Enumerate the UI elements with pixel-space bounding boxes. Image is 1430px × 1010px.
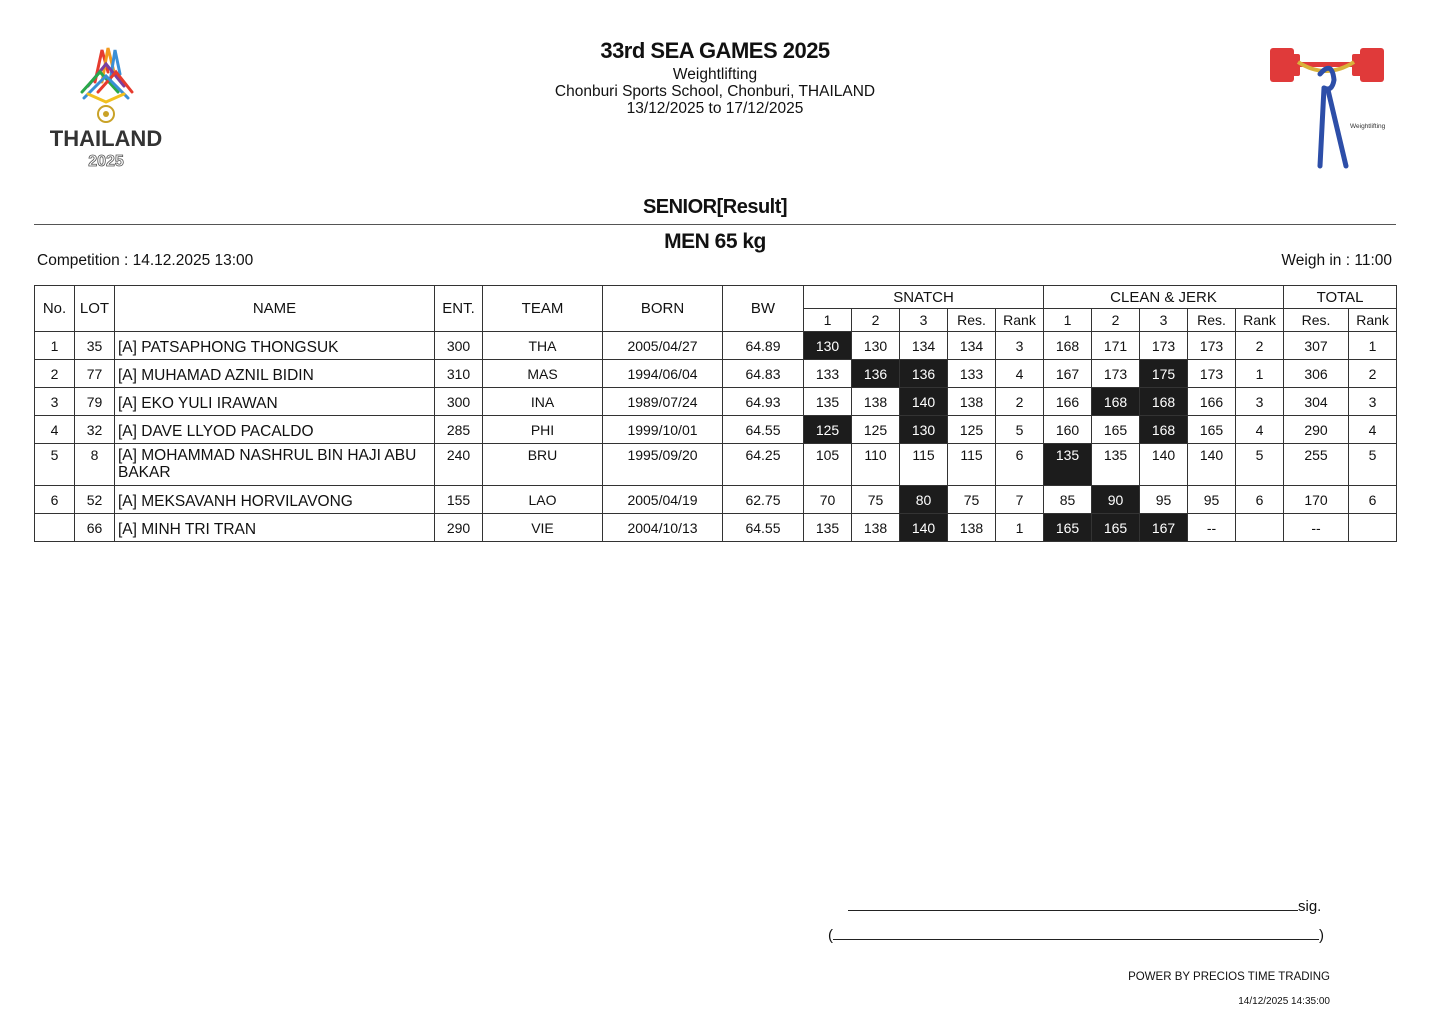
cell-snatch-1: 105 xyxy=(804,444,852,486)
header-cj-1: 1 xyxy=(1044,309,1092,332)
cell-no: 3 xyxy=(35,388,75,416)
cell-cj-res: 173 xyxy=(1188,332,1236,360)
table-row xyxy=(35,486,1397,514)
cell-name: [A] MUHAMAD AZNIL BIDIN xyxy=(115,360,435,388)
cell-snatch-rank: 6 xyxy=(996,444,1044,486)
cell-total-res: -- xyxy=(1284,514,1349,542)
cell-cj-rank: 5 xyxy=(1236,444,1284,486)
cell-total-res: 170 xyxy=(1284,486,1349,514)
cell-no: 2 xyxy=(35,360,75,388)
cell-snatch-rank: 4 xyxy=(996,360,1044,388)
cell-born: 1989/07/24 xyxy=(603,388,723,416)
cell-cj-rank: 2 xyxy=(1236,332,1284,360)
cell-snatch-2: 130 xyxy=(852,332,900,360)
cell-cj-res: 95 xyxy=(1188,486,1236,514)
cell-ent: 155 xyxy=(435,486,483,514)
header-name: NAME xyxy=(115,286,435,332)
header-total-res: Res. xyxy=(1284,309,1349,332)
cell-born: 2004/10/13 xyxy=(603,514,723,542)
cell-cj-rank: 3 xyxy=(1236,388,1284,416)
cell-no: 4 xyxy=(35,416,75,444)
cell-snatch-1: 135 xyxy=(804,388,852,416)
header-lot: LOT xyxy=(75,286,115,332)
cell-name: [A] MOHAMMAD NASHRUL BIN HAJI ABU BAKAR xyxy=(115,444,435,486)
header-bw: BW xyxy=(723,286,804,332)
header-ent: ENT. xyxy=(435,286,483,332)
cell-born: 1994/06/04 xyxy=(603,360,723,388)
cell-bw: 64.55 xyxy=(723,416,804,444)
signature-underline xyxy=(848,896,1298,911)
cell-snatch-res: 125 xyxy=(948,416,996,444)
cell-lot: 66 xyxy=(75,514,115,542)
cell-cj-1: 166 xyxy=(1044,388,1092,416)
cell-lot: 8 xyxy=(75,444,115,486)
sig-label: sig. xyxy=(1298,898,1322,915)
cell-ent: 285 xyxy=(435,416,483,444)
cell-team: MAS xyxy=(483,360,603,388)
category-title: SENIOR[Result] xyxy=(642,196,788,218)
header-team: TEAM xyxy=(483,286,603,332)
cell-name: [A] MEKSAVANH HORVILAVONG xyxy=(115,486,435,514)
sport-name: Weightlifting xyxy=(672,66,758,83)
cell-snatch-1: 125 xyxy=(804,416,852,444)
cell-snatch-res: 134 xyxy=(948,332,996,360)
signatory-name-line xyxy=(828,925,1324,944)
cell-cj-1: 167 xyxy=(1044,360,1092,388)
cell-ent: 240 xyxy=(435,444,483,486)
cell-snatch-1: 70 xyxy=(804,486,852,514)
cell-lot: 77 xyxy=(75,360,115,388)
cell-snatch-3: 80 xyxy=(900,486,948,514)
cell-cj-res: 173 xyxy=(1188,360,1236,388)
barbell-icon xyxy=(1262,40,1392,170)
powered-by: POWER BY PRECIOS TIME TRADING xyxy=(1128,971,1330,983)
name-underline xyxy=(833,925,1319,940)
cell-cj-3: 168 xyxy=(1140,388,1188,416)
cell-snatch-2: 138 xyxy=(852,514,900,542)
weightlifting-logo xyxy=(1262,40,1392,170)
cell-snatch-res: 133 xyxy=(948,360,996,388)
cell-snatch-3: 140 xyxy=(900,514,948,542)
header-clean-jerk: CLEAN & JERK xyxy=(1044,286,1284,309)
header-snatch-2: 2 xyxy=(852,309,900,332)
cell-snatch-2: 125 xyxy=(852,416,900,444)
print-timestamp: 14/12/2025 14:35:00 xyxy=(1238,996,1330,1007)
cell-cj-3: 167 xyxy=(1140,514,1188,542)
cell-snatch-rank: 5 xyxy=(996,416,1044,444)
cell-cj-1: 85 xyxy=(1044,486,1092,514)
cell-cj-2: 135 xyxy=(1092,444,1140,486)
cell-cj-3: 175 xyxy=(1140,360,1188,388)
cell-snatch-2: 110 xyxy=(852,444,900,486)
cell-lot: 32 xyxy=(75,416,115,444)
logo-year-text: 2025 xyxy=(88,153,124,170)
cell-total-rank xyxy=(1349,514,1397,542)
cell-cj-res: 165 xyxy=(1188,416,1236,444)
logo-thailand-text: THAILAND xyxy=(49,126,163,151)
cell-cj-3: 140 xyxy=(1140,444,1188,486)
cell-no: 6 xyxy=(35,486,75,514)
cell-total-res: 307 xyxy=(1284,332,1349,360)
cell-ent: 300 xyxy=(435,388,483,416)
cell-total-res: 290 xyxy=(1284,416,1349,444)
cell-lot: 35 xyxy=(75,332,115,360)
cell-bw: 64.83 xyxy=(723,360,804,388)
header-snatch-rank: Rank xyxy=(996,309,1044,332)
results-table xyxy=(34,285,1397,542)
table-body xyxy=(35,332,1397,542)
cell-cj-1: 168 xyxy=(1044,332,1092,360)
cell-total-res: 255 xyxy=(1284,444,1349,486)
header-snatch-1: 1 xyxy=(804,309,852,332)
header-cj-res: Res. xyxy=(1188,309,1236,332)
cell-name: [A] DAVE LLYOD PACALDO xyxy=(115,416,435,444)
divider xyxy=(34,224,1396,225)
table-row xyxy=(35,388,1397,416)
cell-bw: 64.89 xyxy=(723,332,804,360)
cell-snatch-3: 115 xyxy=(900,444,948,486)
cell-no: 1 xyxy=(35,332,75,360)
cell-snatch-2: 136 xyxy=(852,360,900,388)
header-born: BORN xyxy=(603,286,723,332)
cell-name: [A] PATSAPHONG THONGSUK xyxy=(115,332,435,360)
header-snatch-res: Res. xyxy=(948,309,996,332)
header-no: No. xyxy=(35,286,75,332)
cell-snatch-3: 136 xyxy=(900,360,948,388)
cell-snatch-1: 130 xyxy=(804,332,852,360)
cell-snatch-rank: 3 xyxy=(996,332,1044,360)
event-dates: 13/12/2025 to 17/12/2025 xyxy=(626,100,804,117)
cell-born: 2005/04/19 xyxy=(603,486,723,514)
header-snatch: SNATCH xyxy=(804,286,1044,309)
cell-snatch-res: 75 xyxy=(948,486,996,514)
cell-team: THA xyxy=(483,332,603,360)
table-row xyxy=(35,360,1397,388)
cell-snatch-1: 133 xyxy=(804,360,852,388)
cell-cj-1: 165 xyxy=(1044,514,1092,542)
cell-no: 5 xyxy=(35,444,75,486)
cell-team: VIE xyxy=(483,514,603,542)
cell-cj-2: 90 xyxy=(1092,486,1140,514)
cell-snatch-3: 140 xyxy=(900,388,948,416)
cell-cj-3: 173 xyxy=(1140,332,1188,360)
cell-cj-2: 165 xyxy=(1092,416,1140,444)
header-total-rank: Rank xyxy=(1349,309,1397,332)
cell-snatch-3: 134 xyxy=(900,332,948,360)
cell-cj-3: 168 xyxy=(1140,416,1188,444)
cell-total-rank: 3 xyxy=(1349,388,1397,416)
weight-class-title: MEN 65 kg xyxy=(664,230,766,253)
cell-lot: 52 xyxy=(75,486,115,514)
cell-total-rank: 6 xyxy=(1349,486,1397,514)
logo-weightlifting-text: Weightlifting xyxy=(1350,123,1386,130)
cell-snatch-2: 75 xyxy=(852,486,900,514)
table-row xyxy=(35,514,1397,542)
cell-snatch-3: 130 xyxy=(900,416,948,444)
cell-cj-2: 171 xyxy=(1092,332,1140,360)
cell-cj-2: 165 xyxy=(1092,514,1140,542)
event-title: 33rd SEA GAMES 2025 xyxy=(600,38,830,63)
cell-team: BRU xyxy=(483,444,603,486)
cell-cj-rank xyxy=(1236,514,1284,542)
cell-total-rank: 4 xyxy=(1349,416,1397,444)
cell-ent: 310 xyxy=(435,360,483,388)
cell-cj-rank: 4 xyxy=(1236,416,1284,444)
cell-cj-2: 168 xyxy=(1092,388,1140,416)
cell-cj-res: 140 xyxy=(1188,444,1236,486)
cell-snatch-1: 135 xyxy=(804,514,852,542)
competition-time: Competition : 14.12.2025 13:00 xyxy=(37,252,254,269)
cell-total-rank: 2 xyxy=(1349,360,1397,388)
cell-snatch-res: 115 xyxy=(948,444,996,486)
paren-close: ) xyxy=(1319,927,1324,944)
cell-no xyxy=(35,514,75,542)
venue: Chonburi Sports School, Chonburi, THAILAND xyxy=(554,83,876,100)
cell-bw: 62.75 xyxy=(723,486,804,514)
cell-bw: 64.55 xyxy=(723,514,804,542)
table-row xyxy=(35,444,1397,486)
table-header xyxy=(35,286,1397,332)
cell-cj-rank: 6 xyxy=(1236,486,1284,514)
cell-ent: 300 xyxy=(435,332,483,360)
cell-snatch-res: 138 xyxy=(948,388,996,416)
cell-team: PHI xyxy=(483,416,603,444)
cell-born: 1999/10/01 xyxy=(603,416,723,444)
thailand-emblem-icon xyxy=(40,42,175,170)
cell-cj-2: 173 xyxy=(1092,360,1140,388)
cell-cj-1: 135 xyxy=(1044,444,1092,486)
cell-snatch-2: 138 xyxy=(852,388,900,416)
cell-snatch-res: 138 xyxy=(948,514,996,542)
thailand-2025-logo xyxy=(40,42,175,170)
cell-lot: 79 xyxy=(75,388,115,416)
cell-born: 2005/04/27 xyxy=(603,332,723,360)
cell-ent: 290 xyxy=(435,514,483,542)
cell-cj-res: 166 xyxy=(1188,388,1236,416)
header-cj-rank: Rank xyxy=(1236,309,1284,332)
header-snatch-3: 3 xyxy=(900,309,948,332)
cell-bw: 64.93 xyxy=(723,388,804,416)
cell-total-rank: 1 xyxy=(1349,332,1397,360)
header-cj-3: 3 xyxy=(1140,309,1188,332)
cell-team: LAO xyxy=(483,486,603,514)
cell-name: [A] EKO YULI IRAWAN xyxy=(115,388,435,416)
cell-total-res: 306 xyxy=(1284,360,1349,388)
cell-born: 1995/09/20 xyxy=(603,444,723,486)
header-cj-2: 2 xyxy=(1092,309,1140,332)
cell-total-res: 304 xyxy=(1284,388,1349,416)
cell-cj-rank: 1 xyxy=(1236,360,1284,388)
paren-open: ( xyxy=(828,927,833,944)
cell-cj-1: 160 xyxy=(1044,416,1092,444)
header-total: TOTAL xyxy=(1284,286,1397,309)
cell-team: INA xyxy=(483,388,603,416)
table-row xyxy=(35,416,1397,444)
table-row xyxy=(35,332,1397,360)
cell-snatch-rank: 1 xyxy=(996,514,1044,542)
cell-cj-res: -- xyxy=(1188,514,1236,542)
cell-cj-3: 95 xyxy=(1140,486,1188,514)
cell-snatch-rank: 7 xyxy=(996,486,1044,514)
cell-snatch-rank: 2 xyxy=(996,388,1044,416)
cell-total-rank: 5 xyxy=(1349,444,1397,486)
cell-name: [A] MINH TRI TRAN xyxy=(115,514,435,542)
weigh-in-time: Weigh in : 11:00 xyxy=(1281,252,1392,269)
cell-bw: 64.25 xyxy=(723,444,804,486)
signature-line xyxy=(848,896,1321,915)
